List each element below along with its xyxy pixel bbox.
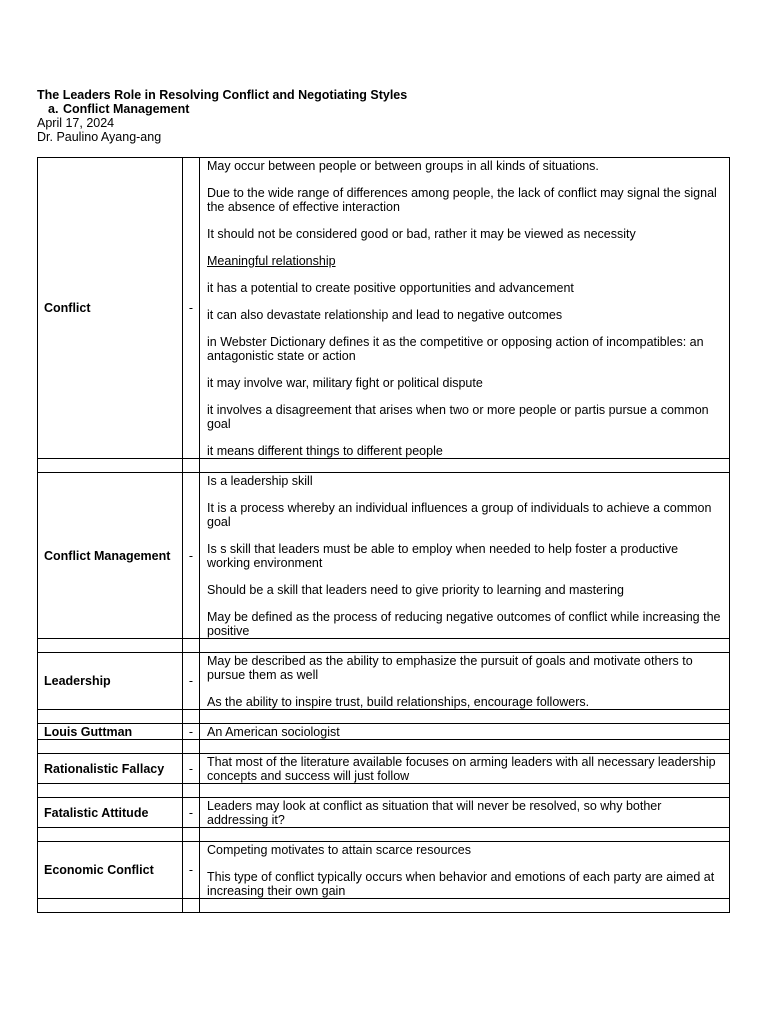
term-cell: Conflict Management [38,473,183,639]
term-cell: Rationalistic Fallacy [38,754,183,784]
definition-text: Is s skill that leaders must be able to employ when needed to help foster a productive working environment [207,542,679,570]
empty-cell [38,710,183,724]
definition-row [38,158,730,459]
empty-cell [183,639,200,653]
definition-text: it has a potential to create positive opportunities and advancement [207,281,574,295]
definition-cell [200,724,730,740]
definition-text: May be defined as the process of reducing negative outcomes of conflict while increasing the positive [207,610,721,638]
definition-row [38,724,730,740]
empty-cell [183,828,200,842]
document-header [37,88,407,144]
section-title: Conflict Management [63,102,190,116]
definition-text: it may involve war, military fight or political dispute [207,376,483,390]
definition-text: Competing motivates to attain scarce resources [207,843,472,857]
document-date: April 17, 2024 [37,116,115,130]
dash-cell: - [183,842,200,899]
definition-text: May occur between people or between groups in all kinds of situations. [207,159,599,173]
term-cell: Conflict [38,158,183,459]
term-cell: Fatalistic Attitude [38,798,183,828]
spacer-row [38,639,730,653]
empty-cell [200,784,730,798]
spacer-row [38,459,730,473]
definition-cell [200,473,730,639]
empty-cell [38,784,183,798]
definition-text: As the ability to inspire trust, build relationships, encourage followers. [207,695,590,709]
definition-text: Should be a skill that leaders need to give priority to learning and mastering [207,583,624,597]
definition-row [38,842,730,899]
definition-text: This type of conflict typically occurs when behavior and emotions of each party are aimed at increasing their own gain [207,870,715,898]
empty-cell [200,740,730,754]
definition-text: May be described as the ability to emphasize the pursuit of goals and motivate others to pursue them as well [207,654,693,682]
empty-cell [183,710,200,724]
term-cell: Economic Conflict [38,842,183,899]
definition-row [38,473,730,639]
definition-cell [200,653,730,710]
spacer-row [38,740,730,754]
section-number: a. [48,102,59,116]
spacer-row [38,784,730,798]
term-cell: Leadership [38,653,183,710]
section-heading [37,102,407,116]
dash-cell: - [183,754,200,784]
definition-text: An American sociologist [207,725,340,739]
dash-cell: - [183,653,200,710]
empty-cell [38,740,183,754]
empty-cell [38,639,183,653]
spacer-row [38,899,730,913]
definition-cell [200,158,730,459]
definitions-table-body [38,158,730,913]
empty-cell [183,784,200,798]
definition-cell [200,754,730,784]
definition-row [38,653,730,710]
definition-cell [200,798,730,828]
empty-cell [38,459,183,473]
empty-cell [183,899,200,913]
definitions-table [37,157,730,913]
dash-cell: - [183,473,200,639]
definition-row [38,754,730,784]
definition-text: in Webster Dictionary defines it as the competitive or opposing action of incompatibles: an antagonistic state or action [207,335,704,363]
dash-cell: - [183,158,200,459]
empty-cell [200,639,730,653]
empty-cell [200,828,730,842]
empty-cell [200,459,730,473]
definition-text: Is a leadership skill [207,474,313,488]
empty-cell [200,710,730,724]
document-author: Dr. Paulino Ayang-ang [37,130,162,144]
empty-cell [183,740,200,754]
definition-text: It is a process whereby an individual influences a group of individuals to achieve a common goal [207,501,712,529]
definition-text: Meaningful relationship [207,254,336,268]
definition-text: That most of the literature available focuses on arming leaders with all necessary leadership concepts and success will just follow [207,755,716,783]
empty-cell [38,899,183,913]
empty-cell [200,899,730,913]
definition-text: It should not be considered good or bad, rather it may be viewed as necessity [207,227,636,241]
definition-text: Leaders may look at conflict as situation that will never be resolved, so why bother addressing it? [207,799,662,827]
term-cell: Louis Guttman [38,724,183,740]
definition-text: Due to the wide range of differences among people, the lack of conflict may signal the signal the absence of effective interaction [207,186,717,214]
definition-text: it involves a disagreement that arises when two or more people or partis pursue a common goal [207,403,709,431]
definition-text: it can also devastate relationship and lead to negative outcomes [207,308,563,322]
definition-cell [200,842,730,899]
spacer-row [38,710,730,724]
empty-cell [38,828,183,842]
definition-text: it means different things to different people [207,444,443,458]
spacer-row [38,828,730,842]
empty-cell [183,459,200,473]
definition-row [38,798,730,828]
dash-cell: - [183,798,200,828]
document-title: The Leaders Role in Resolving Conflict and Negotiating Styles [37,88,408,102]
dash-cell: - [183,724,200,740]
